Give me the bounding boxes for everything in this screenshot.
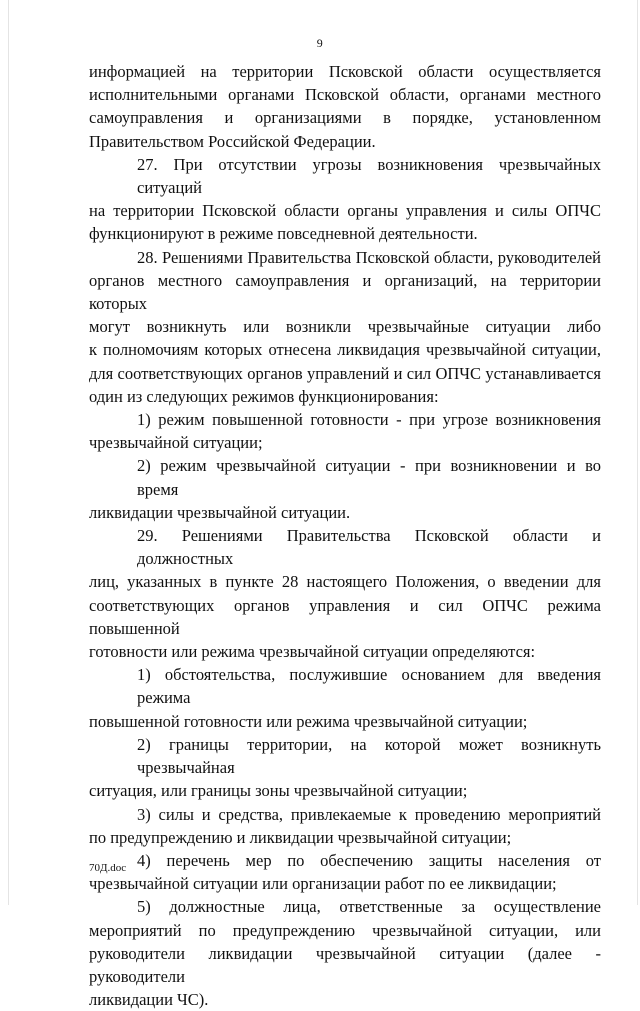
- text-line: ситуация, или границы зоны чрезвычайной ситуации;: [89, 781, 468, 801]
- text-line: органов местного самоуправления и организаций, на территории которых: [89, 270, 601, 314]
- text-line: 2) границы территории, на которой может возникнуть чрезвычайная: [137, 734, 601, 778]
- text-line: мероприятий по предупреждению чрезвычайной ситуации, или: [89, 920, 601, 940]
- text-line: лиц, указанных в пункте 28 настоящего Положения, о введении для: [89, 572, 601, 592]
- text-line: информацией на территории Псковской области осуществляется: [89, 62, 601, 81]
- text-line: чрезвычайной ситуации или организации работ по ее ликвидации;: [89, 874, 557, 894]
- scan-edge-left: [8, 0, 9, 905]
- text-line: 3) силы и средства, привлекаемые к проведению мероприятий: [137, 804, 601, 824]
- scan-edge-right: [637, 0, 638, 905]
- document-body: [89, 60, 601, 1011]
- text-line: 29. Решениями Правительства Псковской области и должностных: [137, 526, 601, 569]
- text-line: исполнительными органами Псковской области, органами местного: [89, 85, 601, 105]
- text-line: готовности или режима чрезвычайной ситуации определяются:: [89, 642, 536, 662]
- text-line: ликвидации ЧС).: [89, 990, 209, 1010]
- text-line: повышенной готовности или режима чрезвычайной ситуации;: [89, 711, 528, 731]
- text-line: 2) режим чрезвычайной ситуации - при возникновении и во время: [137, 456, 601, 499]
- text-line: по предупреждению и ликвидации чрезвычайной ситуации;: [89, 827, 512, 847]
- text-line: соответствующих органов управления и сил ОПЧС режима повышенной: [89, 595, 601, 638]
- text-line: один из следующих режимов функционирования:: [89, 386, 439, 406]
- text-line: для соответствующих органов управлений и сил ОПЧС устанавливается: [89, 363, 601, 383]
- text-line: на территории Псковской области органы управления и силы ОПЧС: [89, 201, 601, 221]
- text-line: ликвидации чрезвычайной ситуации.: [89, 502, 351, 522]
- text-line: чрезвычайной ситуации;: [89, 433, 263, 453]
- text-line: 28. Решениями Правительства Псковской области, руководителей: [137, 247, 601, 267]
- text-line: к полномочиям которых отнесена ликвидация чрезвычайной ситуации,: [89, 340, 601, 360]
- text-line: 5) должностные лица, ответственные за осуществление: [137, 897, 601, 917]
- text-line: 4) перечень мер по обеспечению защиты населения от: [137, 850, 601, 870]
- text-line: руководители ликвидации чрезвычайной ситуации (далее - руководители: [89, 943, 601, 986]
- text-line: могут возникнуть или возникли чрезвычайные ситуации либо: [89, 317, 601, 337]
- text-line: Правительством Российской Федерации.: [89, 131, 376, 151]
- footer-filename: 70Д.doc: [89, 862, 127, 874]
- text-line: 1) обстоятельства, послужившие основанием для введения режима: [137, 665, 601, 708]
- page-number: 9: [316, 36, 324, 50]
- text-line: самоуправления и организациями в порядке, установленном: [89, 108, 601, 128]
- text-line: 27. При отсутствии угрозы возникновения чрезвычайных ситуаций: [137, 154, 601, 198]
- text-line: функционируют в режиме повседневной деятельности.: [89, 224, 478, 244]
- text-line: 1) режим повышенной готовности - при угрозе возникновения: [137, 410, 601, 430]
